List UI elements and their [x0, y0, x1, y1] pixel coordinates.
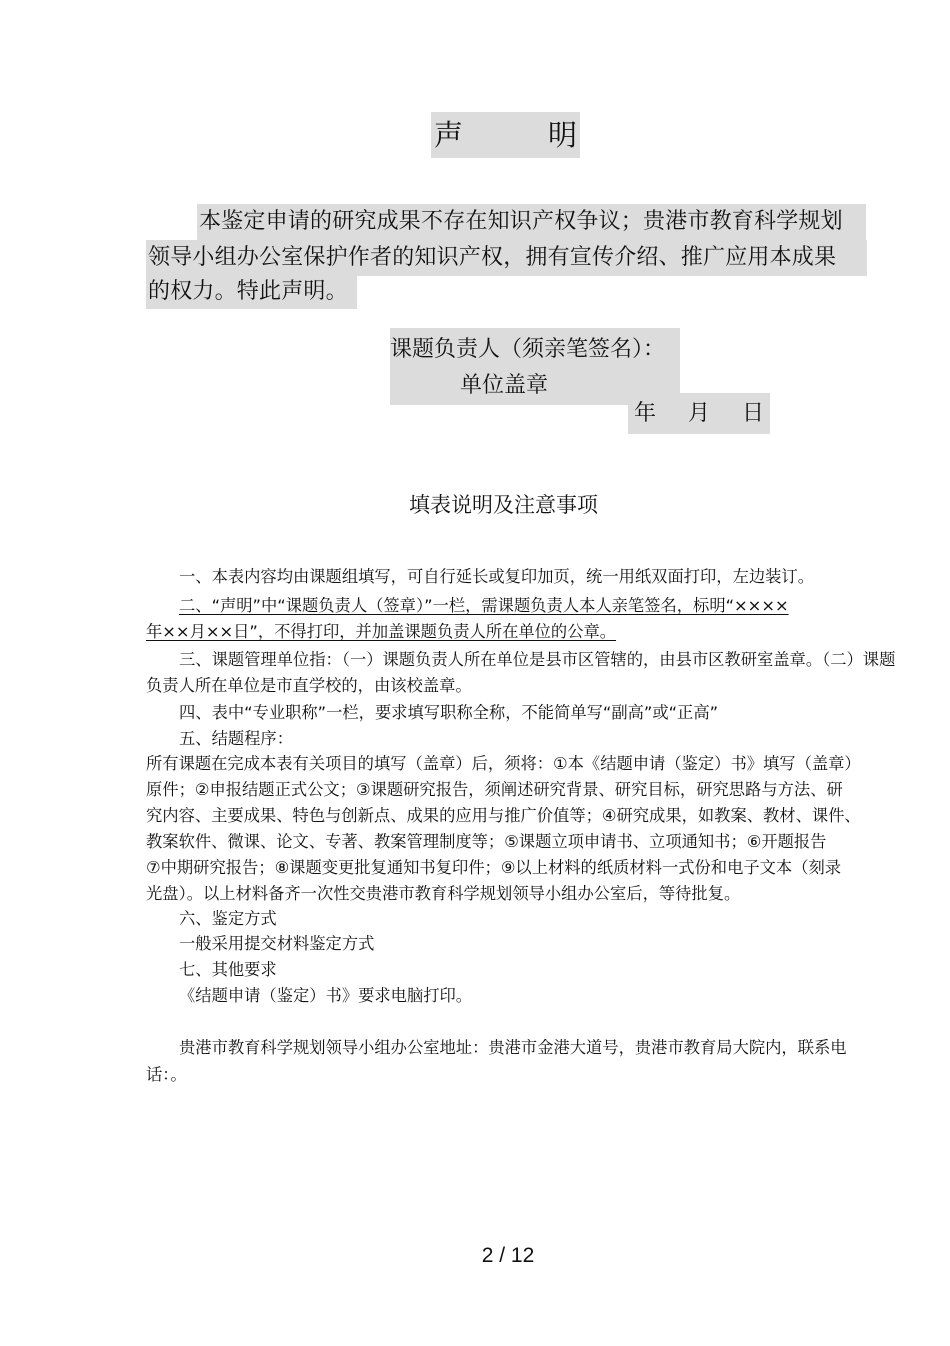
seal-label: 单位盖章 [460, 373, 549, 398]
instructions-title [0, 490, 950, 520]
date-month-label: 月 [687, 401, 710, 426]
date-year-label: 年 [634, 401, 657, 426]
declaration-line-1: 本鉴定申请的研究成果不存在知识产权争议；贵港市教育科学规划 [197, 204, 866, 240]
instruction-item-5-line-2: 原件；②申报结题正式公文；③课题研究报告，须阐述研究背景、研究目标，研究思路与方法、研 [146, 780, 843, 799]
instructions-title-text: 填表说明及注意事项 [409, 493, 598, 517]
instruction-item-7-heading: 七、其他要求 [179, 960, 277, 979]
instruction-item-3-cont: 负责人所在单位是市直学校的，由该校盖章。 [146, 676, 472, 695]
date-field [628, 393, 770, 434]
instruction-item-3: 三、课题管理单位指：（一）课题负责人所在单位是县市区管辖的，由县市区教研室盖章。（二）课题 [179, 650, 896, 669]
date-day-label: 日 [741, 401, 764, 426]
office-address: 贵港市教育科学规划领导小组办公室地址：贵港市金港大道号，贵港市教育局大院内，联系电 [179, 1038, 847, 1057]
declaration-line-3: 的权力。特此声明。 [146, 274, 357, 309]
declaration-title-char-1: 声 [434, 118, 464, 152]
instruction-item-5-line-4: 教案软件、微课、论文、专著、教案管理制度等；⑤课题立项申请书、立项通知书；⑥开题报告 [146, 832, 827, 851]
instruction-item-2: 二、“声明”中“课题负责人（签章）”一栏，需课题负责人本人亲笔签名，标明“×××× [179, 596, 789, 615]
instruction-item-6-body: 一般采用提交材料鉴定方式 [179, 934, 375, 953]
declaration-title [431, 112, 580, 158]
instruction-item-5-line-3: 究内容、主要成果、特色与创新点、成果的应用与推广价值等；④研究成果，如教案、教材、课件、 [146, 806, 861, 825]
instruction-item-1: 一、本表内容均由课题组填写，可自行延长或复印加页，统一用纸双面打印，左边装订。 [179, 567, 814, 586]
instruction-item-5-heading: 五、结题程序： [179, 729, 293, 748]
declaration-line-2: 领导小组办公室保护作者的知识产权，拥有宣传介绍、推广应用本成果 [146, 240, 867, 276]
instruction-item-2-cont: 年××月××日”，不得打印，并加盖课题负责人所在单位的公章。 [146, 622, 617, 641]
declaration-title-char-2: 明 [547, 118, 577, 152]
signature-label: 课题负责人（须亲笔签名）： [390, 337, 666, 362]
instruction-item-7-body: 《结题申请（鉴定）书》要求电脑打印。 [179, 986, 473, 1005]
instruction-item-6-heading: 六、鉴定方式 [179, 909, 277, 928]
instruction-item-5-line-5: ⑦中期研究报告；⑧课题变更批复通知书复印件；⑨以上材料的纸质材料一式份和电子文本（刻录 [146, 858, 842, 877]
instruction-item-5-line-6: 光盘）。以上材料备齐一次性交贵港市教育科学规划领导小组办公室后，等待批复。 [146, 884, 741, 903]
instruction-item-4: 四、表中“专业职称”一栏，要求填写职称全称，不能简单写“副高”或“正高” [179, 703, 719, 722]
office-address-cont: 话：。 [146, 1065, 187, 1084]
page-number: 2 / 12 [481, 1244, 535, 1267]
instruction-item-5-line-1: 所有课题在完成本表有关项目的填写（盖章）后，须将：①本《结题申请（鉴定）书》填写（盖章） [146, 754, 861, 773]
